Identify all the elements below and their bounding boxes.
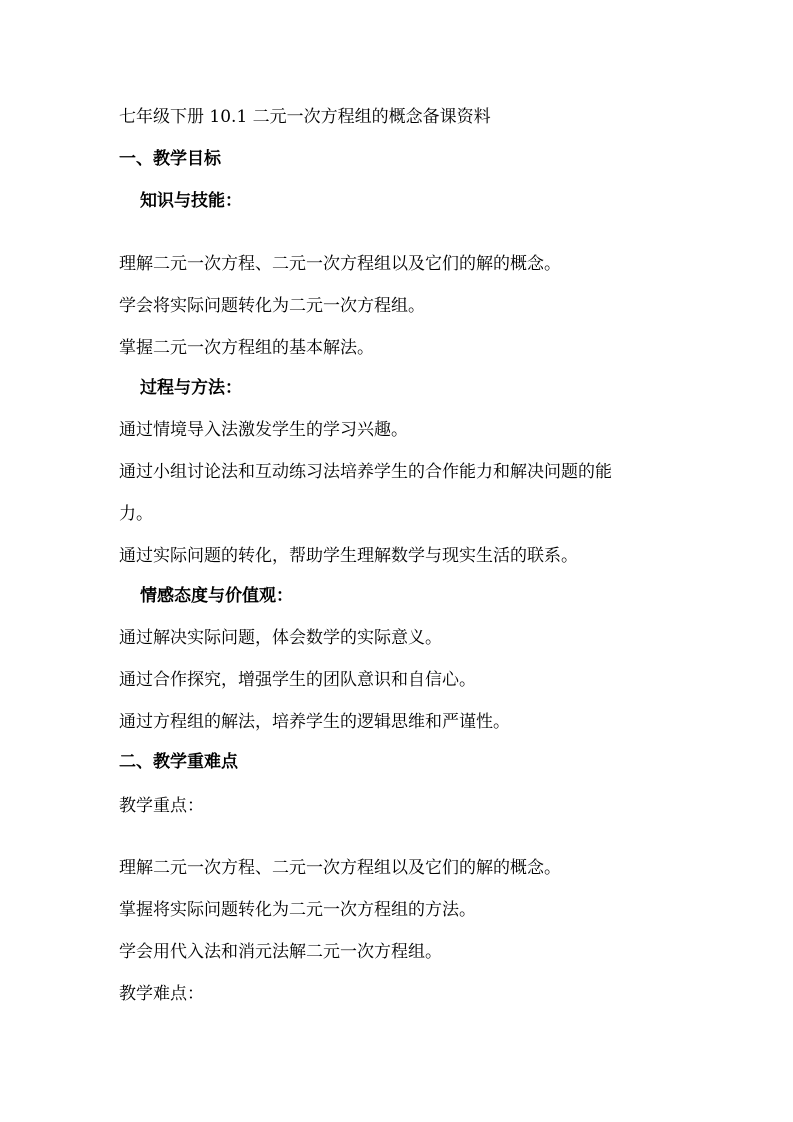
paragraph: 掌握将实际问题转化为二元一次方程组的方法。 [119,900,476,920]
paragraph: 通过合作探究，增强学生的团队意识和自信心。 [119,670,476,690]
label-difficult-points: 教学难点： [119,984,204,1004]
paragraph: 通过方程组的解法，培养学生的逻辑思维和严谨性。 [119,712,510,732]
paragraph: 学会将实际问题转化为二元一次方程组。 [119,296,425,316]
paragraph: 通过小组讨论法和互动练习法培养学生的合作能力和解决问题的能 [119,462,612,482]
section-heading-teaching-goals: 一、教学目标 [119,149,221,169]
paragraph: 通过解决实际问题，体会数学的实际意义。 [119,628,442,648]
paragraph: 理解二元一次方程、二元一次方程组以及它们的解的概念。 [119,254,561,274]
label-key-points: 教学重点： [119,796,204,816]
paragraph: 力。 [119,504,153,524]
subheading-knowledge-skills: 知识与技能： [140,191,242,211]
subheading-process-methods: 过程与方法： [140,378,242,398]
document-title: 七年级下册 10.1 二元一次方程组的概念备课资料 [119,107,491,127]
section-heading-key-difficult-points: 二、教学重难点 [119,752,238,772]
paragraph: 通过情境导入法激发学生的学习兴趣。 [119,420,408,440]
paragraph: 通过实际问题的转化，帮助学生理解数学与现实生活的联系。 [119,546,578,566]
paragraph: 理解二元一次方程、二元一次方程组以及它们的解的概念。 [119,858,561,878]
subheading-emotion-values: 情感态度与价值观： [140,586,293,606]
paragraph: 掌握二元一次方程组的基本解法。 [119,338,374,358]
paragraph: 学会用代入法和消元法解二元一次方程组。 [119,942,442,962]
